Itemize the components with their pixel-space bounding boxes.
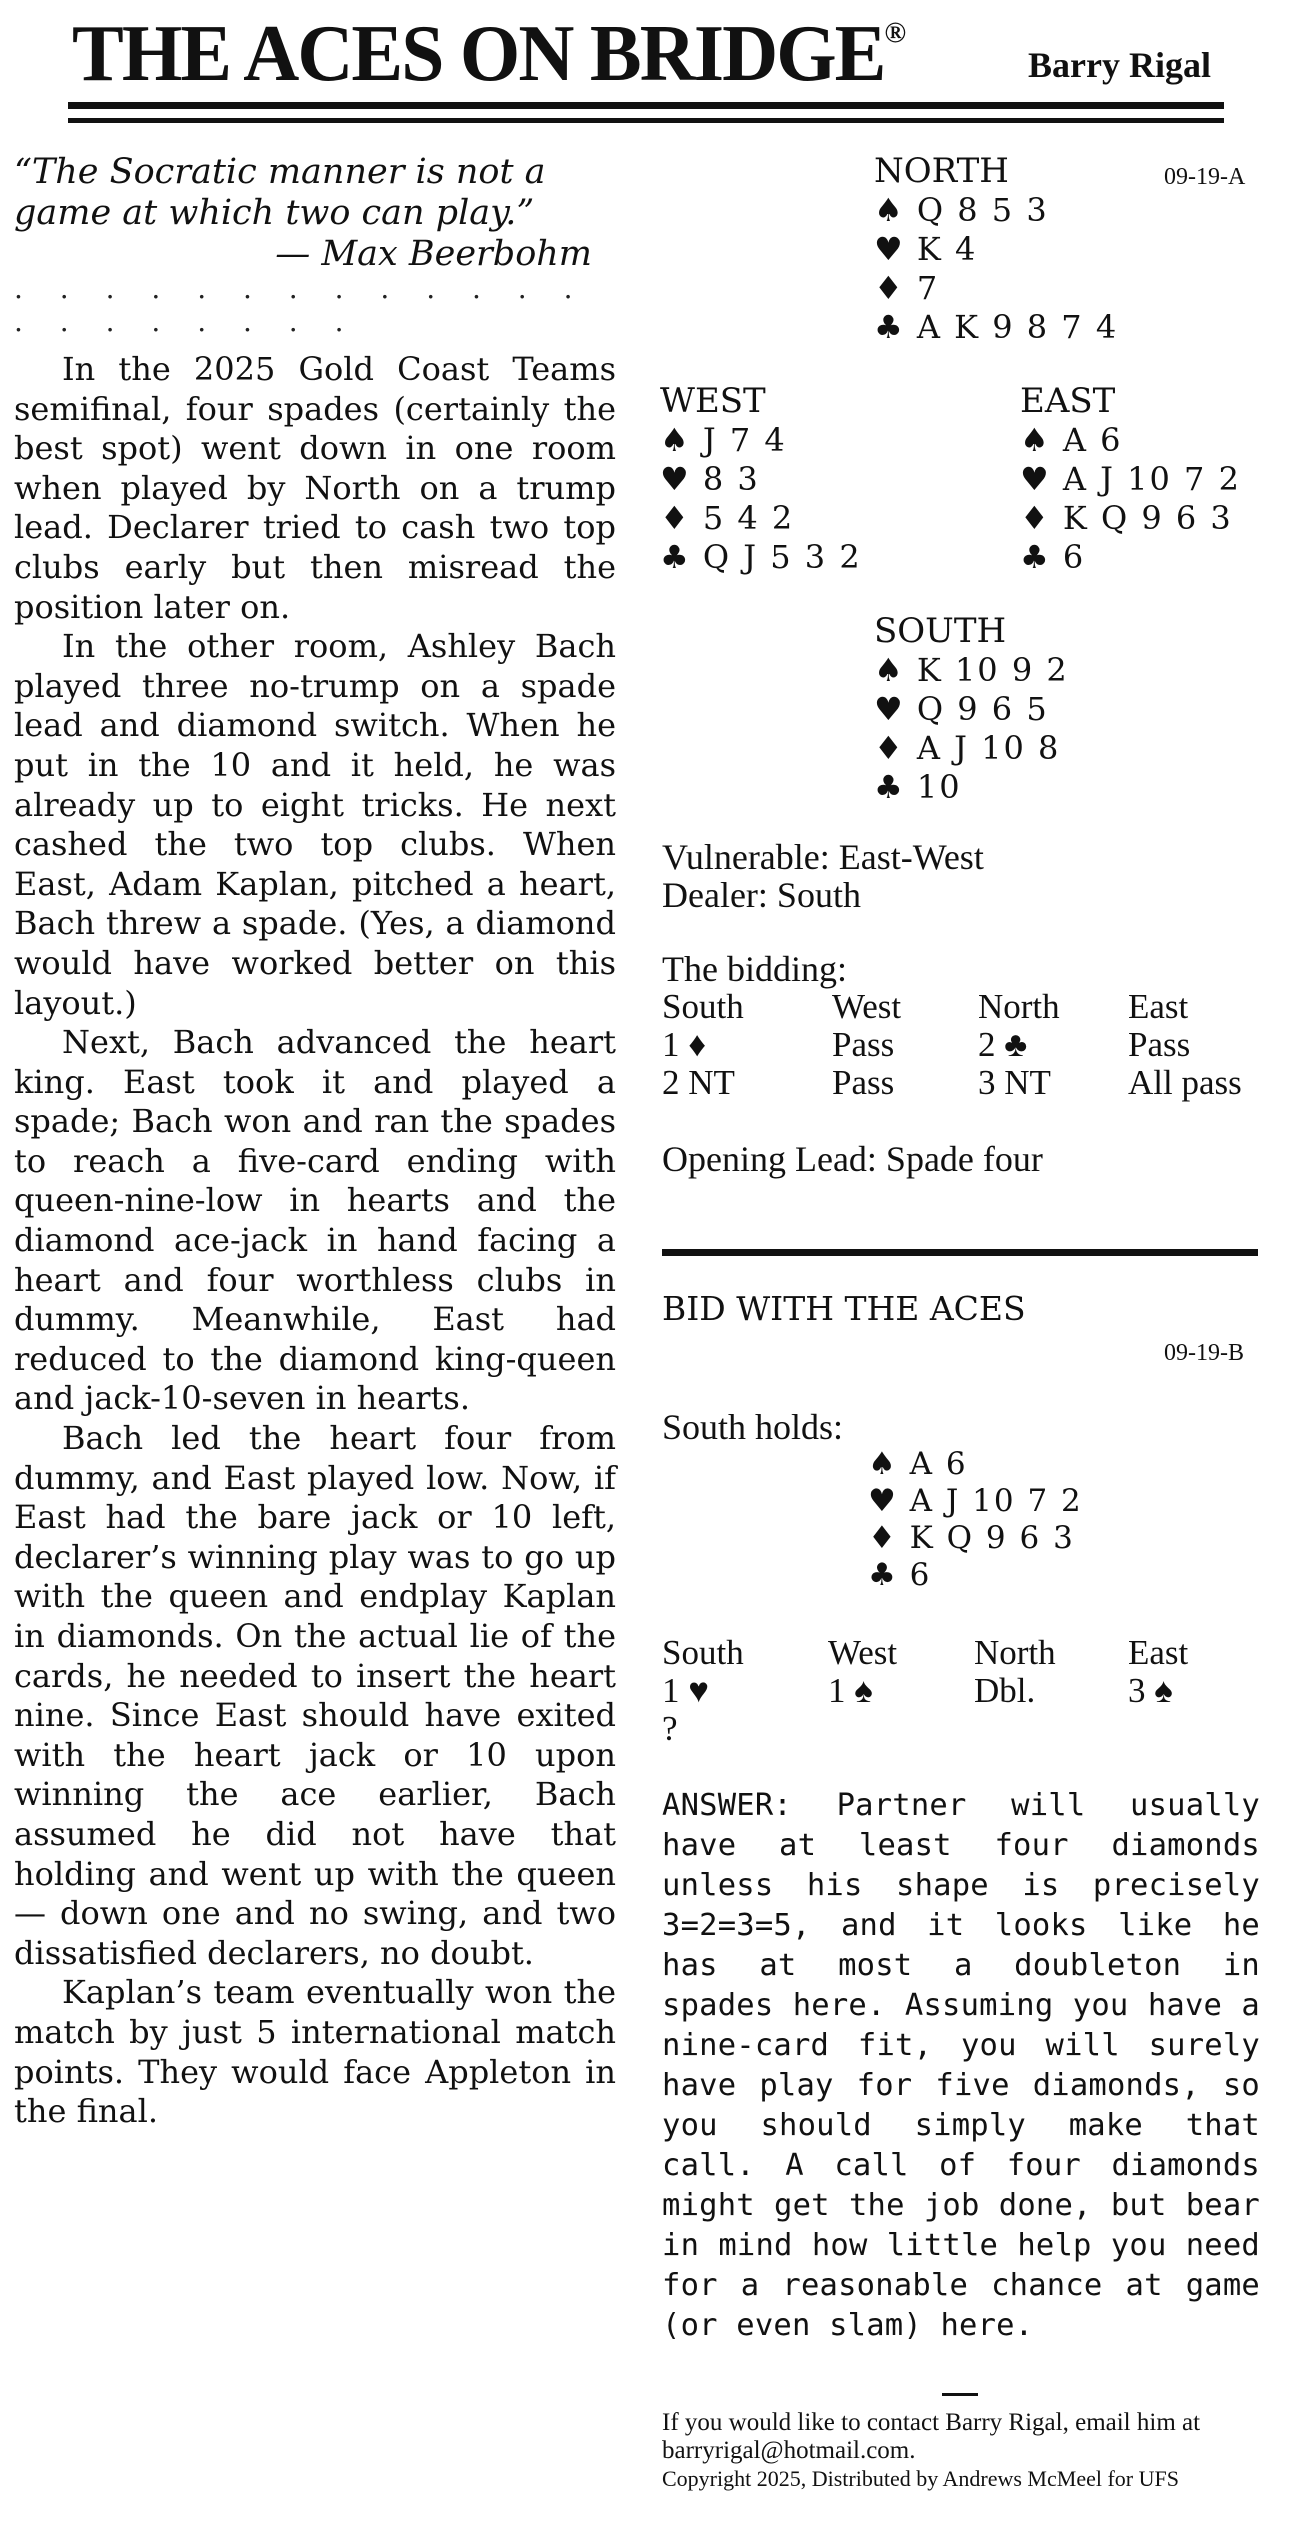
east-clubs: ♣ 6 bbox=[1020, 538, 1086, 576]
bid-cell: 3 NT bbox=[978, 1063, 1051, 1102]
bid-section-heading: BID WITH THE ACES bbox=[662, 1289, 1026, 1328]
north-diamonds: ♦ 7 bbox=[874, 269, 940, 307]
vulnerability: Vulnerable: East-West bbox=[662, 837, 984, 877]
west-hand bbox=[660, 382, 862, 577]
west-clubs: ♣ Q J 5 3 2 bbox=[660, 538, 862, 576]
bid-header-south: South bbox=[662, 987, 744, 1026]
bid-cell: Pass bbox=[832, 1025, 895, 1064]
north-hearts: ♥ K 4 bbox=[874, 230, 978, 268]
article-body bbox=[14, 350, 616, 2132]
epigraph bbox=[14, 152, 592, 275]
west-spades: ♠ J 7 4 bbox=[660, 421, 787, 459]
bid-hand-spades: ♠ A 6 bbox=[868, 1446, 968, 1482]
bid-cell: Pass bbox=[1128, 1025, 1191, 1064]
bid-cell: 2 NT bbox=[662, 1063, 735, 1102]
article-paragraph: In the 2025 Gold Coast Teams semifinal, four spades (certainly the best spot) went down in one room when played by North on a trump lead. Declarer tried to cash two top clubs early but then misread the position later on. bbox=[14, 350, 616, 626]
south-hearts: ♥ Q 9 6 5 bbox=[874, 690, 1049, 728]
bid-cell: 3 ♠ bbox=[1128, 1671, 1173, 1710]
south-label: SOUTH bbox=[874, 611, 1007, 651]
bid-cell: Pass bbox=[832, 1063, 895, 1102]
author-byline: Barry Rigal bbox=[1028, 45, 1211, 85]
south-holds-label: South holds: bbox=[662, 1407, 844, 1447]
bid-cell: 1 ♥ bbox=[662, 1671, 710, 1710]
west-hearts: ♥ 8 3 bbox=[660, 460, 760, 498]
bid-header-north: North bbox=[978, 987, 1060, 1026]
west-label: WEST bbox=[660, 381, 766, 421]
east-spades: ♠ A 6 bbox=[1020, 421, 1123, 459]
east-hand bbox=[1020, 382, 1241, 577]
article-paragraph: Kaplan’s team eventually won the match by just 5 international match points. They would face Appleton in the final. bbox=[14, 1973, 616, 2131]
bid-header-west: West bbox=[828, 1633, 898, 1672]
bid-header-south: South bbox=[662, 1633, 744, 1672]
bid-problem-table bbox=[662, 1634, 1262, 1754]
east-hearts: ♥ A J 10 7 2 bbox=[1020, 460, 1241, 498]
north-clubs: ♣ A K 9 8 7 4 bbox=[874, 308, 1119, 346]
bid-cell: All pass bbox=[1128, 1063, 1242, 1102]
west-diamonds: ♦ 5 4 2 bbox=[660, 499, 795, 537]
south-clubs: ♣ 10 bbox=[874, 768, 962, 806]
opening-lead: Opening Lead: Spade four bbox=[662, 1139, 1043, 1179]
bidding-table bbox=[662, 988, 1262, 1108]
bid-question: ? bbox=[662, 1709, 678, 1748]
article-paragraph: In the other room, Ashley Bach played three no-trump on a spade lead and diamond switch. When he put in the 10 and it held, he was already up to eight tricks. He next cashed the two top clubs. When East, Adam Kaplan, pitched a heart, Bach threw a spade. (Yes, a diamond would have worked better on this layout.) bbox=[14, 627, 616, 1022]
footer-rule bbox=[942, 2393, 978, 2396]
article-paragraph: Next, Bach advanced the heart king. East took it and played a spade; Bach won and ran the spades to reach a five-card ending with queen-nine-low in hearts and the diamond ace-jack in hand facing a heart and four worthless clubs in dummy. Meanwhile, East had reduced to the diamond king-queen and jack-10-seven in hearts. bbox=[14, 1023, 616, 1418]
contact-note: If you would like to contact Barry Rigal, email him at barryrigal@hotmail.com. bbox=[662, 2409, 1201, 2464]
south-spades: ♠ K 10 9 2 bbox=[874, 651, 1069, 689]
quote-text: “The Socratic manner is not a game at which two can play.” bbox=[14, 152, 546, 233]
deal-code: 09-19-A bbox=[1164, 164, 1246, 190]
bid-header-east: East bbox=[1128, 1633, 1189, 1672]
bid-hand-hearts: ♥ A J 10 7 2 bbox=[868, 1483, 1083, 1519]
bid-cell: 1 ♠ bbox=[828, 1671, 873, 1710]
quote-attribution: — Max Beerbohm bbox=[275, 234, 592, 274]
north-label: NORTH bbox=[874, 151, 1009, 191]
dotted-separator: . . . . . . . . . . . . . . . . . . . . . bbox=[14, 272, 587, 338]
bidding-label: The bidding: bbox=[662, 949, 847, 989]
header-rule-thin bbox=[68, 118, 1224, 123]
south-diamonds: ♦ A J 10 8 bbox=[874, 729, 1061, 767]
column-title: THE ACES ON BRIDGE® bbox=[72, 10, 907, 98]
bid-hand-diamonds: ♦ K Q 9 6 3 bbox=[868, 1520, 1075, 1556]
section-rule bbox=[662, 1249, 1258, 1256]
bid-header-west: West bbox=[832, 987, 902, 1026]
copyright-note: Copyright 2025, Distributed by Andrews McMeel for UFS bbox=[662, 2466, 1179, 2491]
deal-conditions bbox=[662, 838, 984, 914]
answer-text: ANSWER: Partner will usually have at least four diamonds unless his shape is precisely 3=2=3=5, and it looks like he has at most a doubleton in spades here. Assuming you have a nine-card fit, you will surely have play for five diamonds, so you should simply make that call. A call of four diamonds might get the job done, but bear in mind how little help you need for a reasonable chance at game (or even slam) here. bbox=[662, 1788, 1260, 2343]
registered-mark: ® bbox=[884, 16, 907, 49]
east-label: EAST bbox=[1020, 381, 1116, 421]
dealer: Dealer: South bbox=[662, 875, 861, 915]
bid-hand bbox=[868, 1446, 1083, 1594]
bid-cell: 2 ♣ bbox=[978, 1025, 1028, 1064]
footer bbox=[662, 2409, 1282, 2493]
south-hand bbox=[874, 612, 1069, 807]
header-rule-thick bbox=[68, 102, 1224, 109]
bid-code: 09-19-B bbox=[1164, 1340, 1244, 1366]
bid-cell: Dbl. bbox=[974, 1671, 1036, 1710]
north-spades: ♠ Q 8 5 3 bbox=[874, 191, 1049, 229]
north-hand bbox=[874, 152, 1118, 347]
bid-header-east: East bbox=[1128, 987, 1189, 1026]
bid-hand-clubs: ♣ 6 bbox=[868, 1557, 932, 1593]
bid-cell: 1 ♦ bbox=[662, 1025, 707, 1064]
east-diamonds: ♦ K Q 9 6 3 bbox=[1020, 499, 1233, 537]
article-paragraph: Bach led the heart four from dummy, and East played low. Now, if East had the bare jack or 10 left, declarer’s winning play was to go up with the queen and endplay Kaplan in diamonds. On the actual lie of the cards, he needed to insert the heart nine. Since East should have exited with the heart jack or 10 upon winning the ace earlier, Bach assumed he did not have that holding and went up with the queen — down one and no swing, and two dissatisfied declarers, no doubt. bbox=[14, 1419, 616, 1972]
bid-header-north: North bbox=[974, 1633, 1056, 1672]
